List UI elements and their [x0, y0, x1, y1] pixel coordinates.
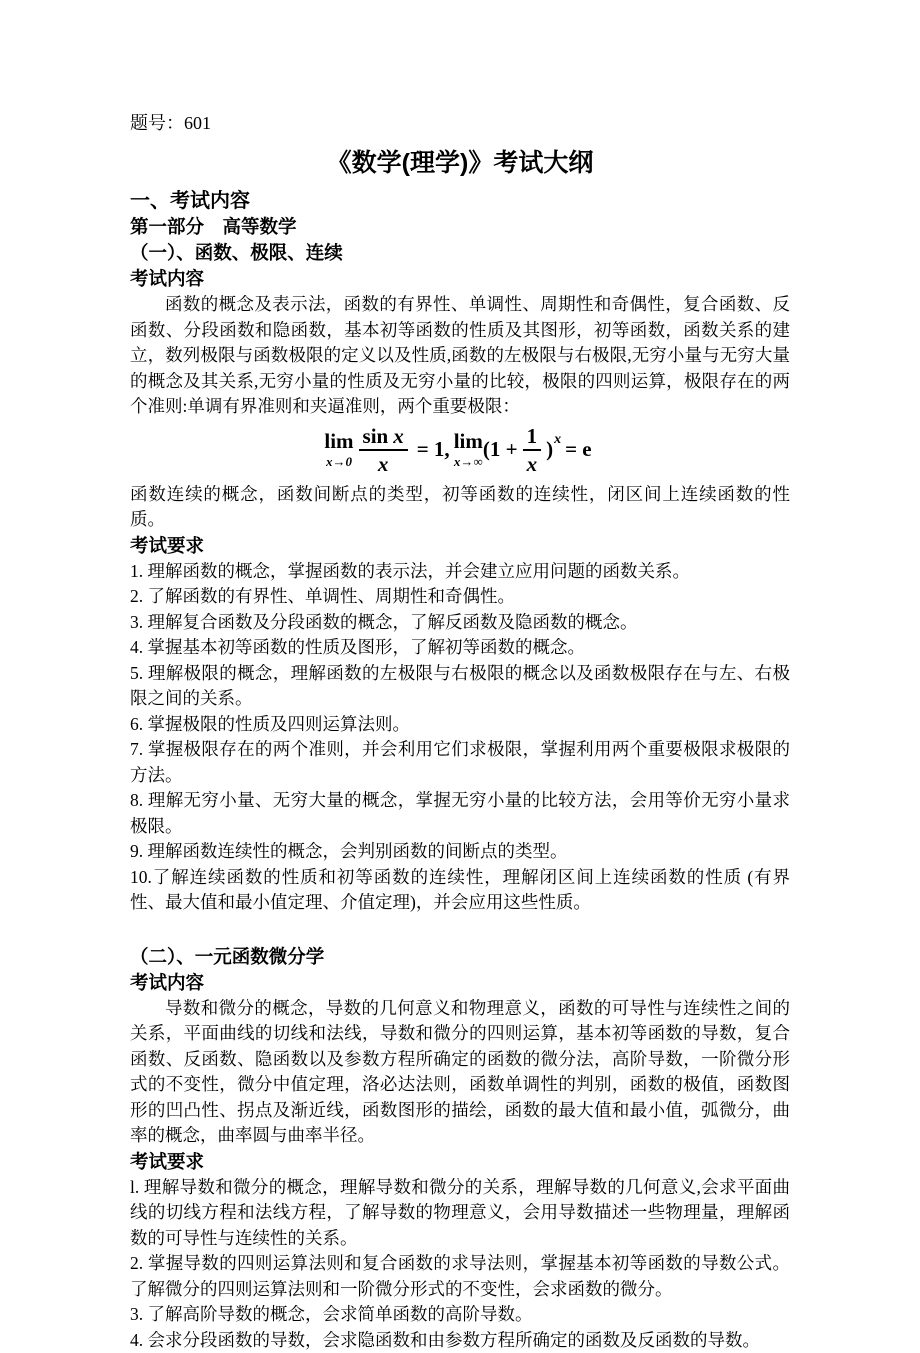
limit-formula	[130, 425, 790, 475]
unit1-heading: （一）、函数、极限、连续	[130, 242, 343, 263]
unit1-content-label: 考试内容	[130, 268, 205, 289]
formula-var-x: x	[554, 431, 562, 447]
unit-1	[130, 240, 790, 916]
formula-equals-1: = 1,	[416, 437, 450, 461]
requirement-item: l. 理解导数和微分的概念，理解导数和微分的关系，理解导数的几何意义,会求平面曲线的切线方程和法线方程，了解导数的物理意义，会用导数描述一些物理量，理解函数的可导性与连续性的关系。	[130, 1176, 790, 1248]
unit1-requirements-list	[130, 559, 790, 916]
part-heading: 第一部分 高等数学	[130, 216, 297, 237]
formula-lim-subscript: x→∞	[453, 454, 483, 470]
formula-lim-operator: lim	[453, 429, 483, 454]
requirement-item: 5. 理解极限的概念，理解函数的左极限与右极限的概念以及函数极限存在与左、右极限之间的关系。	[130, 662, 790, 709]
section-heading: 一、考试内容	[130, 190, 250, 212]
unit2-requirements-label: 考试要求	[130, 1150, 205, 1172]
requirement-item: 4. 会求分段函数的导数，会求隐函数和由参数方程所确定的函数及反函数的导数。	[130, 1329, 760, 1350]
requirement-item: 3. 理解复合函数及分段函数的概念，了解反函数及隐函数的概念。	[130, 611, 638, 632]
unit1-requirements-label: 考试要求	[130, 534, 205, 556]
formula-lim-1	[324, 431, 353, 468]
formula-var-x: x	[377, 451, 389, 476]
doc-number: 题号：601	[130, 113, 211, 133]
requirement-item: 7. 掌握极限存在的两个准则，并会利用它们求极限，掌握利用两个重要极限求极限的方法。	[130, 739, 790, 785]
formula-right-paren: )	[546, 437, 554, 461]
requirement-item: 4. 掌握基本初等函数的性质及图形，了解初等函数的概念。	[130, 637, 585, 658]
formula-sin: sin	[362, 423, 389, 448]
unit1-content-paragraph-2: 函数连续的概念，函数间断点的类型，初等函数的连续性，闭区间上连续函数的性质。	[130, 483, 790, 530]
formula-lim-operator: lim	[324, 429, 354, 454]
unit1-content-paragraph: 函数的概念及表示法，函数的有界性、单调性、周期性和奇偶性，复合函数、反函数、分段函数和隐函数，基本初等函数的性质及其图形，初等函数，函数关系的建立，数列极限与函数极限的定义以及性质,函数的左极限与右极限,无穷小量与无穷大量的概念及其关系,无穷小量的性质及无穷小量的比较，极限的四则运算，极限存在的两个准则:单调有界准则和夹逼准则，两个重要极限：	[130, 294, 790, 416]
unit2-requirements-list	[130, 1175, 790, 1353]
requirement-item: 10.了解连续函数的性质和初等函数的连续性，理解闭区间上连续函数的性质 (有界性、最大值和最小值定理、介值定理)，并会应用这些性质。	[130, 866, 790, 913]
formula-lim-subscript: x→0	[325, 454, 352, 470]
requirement-item: 1. 理解函数的概念，掌握函数的表示法，并会建立应用问题的函数关系。	[130, 560, 690, 581]
requirement-item: 8. 理解无穷小量、无穷大量的概念，掌握无穷小量的比较方法，会用等价无穷小量求极限。	[130, 790, 790, 836]
formula-fraction-sinx-over-x	[359, 425, 408, 475]
formula-denominator	[378, 451, 389, 475]
requirement-item: 2. 掌握导数的四则运算法则和复合函数的求导法则，掌握基本初等函数的导数公式。了解微分的四则运算法则和一阶微分形式的不变性，会求函数的微分。	[130, 1253, 790, 1299]
formula-fraction-1-over-x	[523, 425, 542, 475]
formula-equals-2: = e	[565, 437, 592, 461]
formula-numerator: 1	[523, 425, 542, 451]
requirement-item: 3. 了解高阶导数的概念，会求简单函数的高阶导数。	[130, 1304, 533, 1325]
formula-numerator	[359, 425, 408, 451]
unit-2	[130, 944, 790, 1353]
formula-lim-2	[454, 431, 483, 468]
unit2-content-label: 考试内容	[130, 971, 205, 993]
unit2-heading: （二）、一元函数微分学	[130, 945, 325, 967]
requirement-item: 2. 了解函数的有界性、单调性、周期性和奇偶性。	[130, 586, 515, 607]
formula-left-paren: (1 +	[482, 437, 518, 461]
formula-denominator	[527, 451, 538, 475]
requirement-item: 6. 掌握极限的性质及四则运算法则。	[130, 713, 410, 734]
page-title: 《数学(理学)》考试大纲	[326, 149, 594, 177]
formula-var-x: x	[526, 451, 538, 476]
unit2-content-paragraph: 导数和微分的概念，导数的几何意义和物理意义，函数的可导性与连续性之间的关系，平面曲线的切线和法线，导数和微分的四则运算，基本初等函数的导数，复合函数、反函数、隐函数以及参数方程所确定的函数的微分法，高阶导数，一阶微分形式的不变性，微分中值定理，洛必达法则，函数单调性的判别，函数的极值，函数图形的凹凸性、拐点及渐近线，函数图形的描绘，函数的最大值和最小值，弧微分，曲率的概念，曲率圆与曲率半径。	[130, 997, 790, 1146]
formula-exponent	[554, 432, 561, 447]
formula-var-x: x	[393, 423, 404, 448]
requirement-item: 9. 理解函数连续性的概念，会判别函数的间断点的类型。	[130, 841, 568, 862]
